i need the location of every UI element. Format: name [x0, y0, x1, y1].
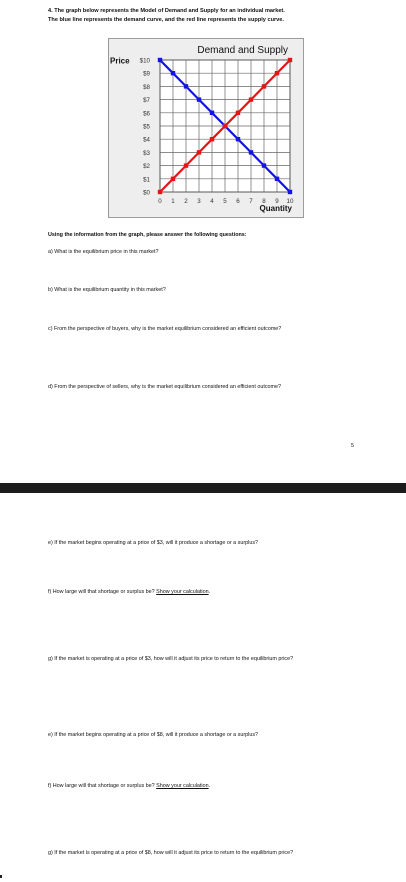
question-f-8	[48, 783, 348, 791]
y-tick-label: $2	[143, 163, 150, 171]
question-g-8: g) If the market is operating at a price of $8, how will it adjust its price to return to the equilibrium price?	[48, 850, 294, 856]
heading-line-1: 4. The graph below represents the Model of Demand and Supply for an individual market.	[48, 8, 285, 14]
question-f-3	[48, 589, 348, 597]
x-tick-label: 5	[223, 198, 227, 205]
supply-point	[288, 58, 292, 62]
x-tick-label: 2	[184, 198, 188, 205]
y-tick-label: $6	[143, 110, 150, 118]
question-f-3-text: f) How large will that shortage or surplus be?	[48, 589, 157, 595]
x-tick-label: 4	[210, 198, 214, 205]
demand-point	[249, 150, 253, 154]
question-c: c) From the perspective of buyers, why is the market equilibrium considered an efficient outcome?	[48, 326, 282, 332]
question-f-8-text: f) How large will that shortage or surplus be?	[48, 783, 157, 789]
question-heading	[48, 7, 368, 24]
demand-point	[184, 84, 188, 88]
question-e-8: e) If the market begins operating at a price of $8, will it produce a shortage or a surplus?	[48, 732, 259, 738]
y-tick-label: $7	[143, 97, 150, 105]
page-number: 5	[351, 443, 354, 449]
question-d: d) From the perspective of sellers, why is the market equilibrium considered an efficient outcome?	[48, 384, 282, 390]
x-tick-label: 3	[197, 198, 201, 205]
question-f-8-end: .	[208, 783, 211, 789]
supply-point	[249, 97, 253, 101]
supply-point	[223, 124, 227, 128]
demand-point	[262, 163, 266, 167]
supply-point	[275, 71, 279, 75]
chart-title: Demand and Supply	[197, 45, 288, 56]
question-a: a) What is the equilibrium price in this market?	[48, 249, 159, 255]
question-g-3: g) If the market is operating at a price of $3, how will it adjust its price to return to the equilibrium price?	[48, 656, 294, 662]
page-mark	[0, 875, 2, 878]
y-tick-label: $1	[143, 176, 150, 184]
x-tick-label: 1	[171, 198, 175, 205]
question-f-3-calc: Show your calculation	[156, 589, 209, 595]
y-tick-label: $0	[143, 189, 150, 197]
demand-point	[275, 177, 279, 181]
y-tick-label: $3	[143, 149, 150, 157]
demand-point	[210, 111, 214, 115]
question-b: b) What is the equilibrium quantity in this market?	[48, 287, 166, 293]
x-tick-label: 8	[262, 198, 266, 205]
supply-point	[197, 150, 201, 154]
y-tick-label: $9	[143, 70, 150, 78]
demand-supply-chart	[108, 38, 304, 218]
demand-point	[158, 58, 162, 62]
x-axis-label: Quantity	[259, 204, 292, 213]
supply-point	[184, 163, 188, 167]
demand-point	[197, 97, 201, 101]
y-tick-label: $8	[143, 83, 150, 91]
demand-point	[171, 71, 175, 75]
y-tick-label: $4	[143, 136, 150, 144]
page-2	[0, 493, 406, 882]
question-e-3: e) If the market begins operating at a price of $3, will it produce a shortage or a surplus?	[48, 540, 259, 546]
supply-point	[262, 84, 266, 88]
instructions: Using the information from the graph, please answer the following questions:	[48, 232, 247, 238]
y-axis-label: Price	[110, 56, 130, 66]
page-separator	[0, 483, 406, 493]
supply-point	[236, 111, 240, 115]
question-f-8-calc: Show your calculation	[156, 783, 209, 789]
demand-point	[288, 190, 292, 194]
x-tick-label: 0	[158, 198, 162, 205]
supply-point	[210, 137, 214, 141]
x-tick-label: 10	[286, 198, 294, 205]
demand-point	[236, 137, 240, 141]
y-tick-label: $5	[143, 123, 150, 131]
heading-line-2: The blue line represents the demand curve, and the red line represents the supply curve.	[48, 16, 284, 23]
x-tick-label: 6	[236, 198, 240, 205]
x-tick-label: 7	[249, 198, 253, 205]
supply-point	[171, 177, 175, 181]
x-tick-label: 9	[275, 198, 279, 205]
y-tick-label: $10	[139, 57, 150, 65]
supply-point	[158, 190, 162, 194]
question-f-3-end: .	[208, 589, 211, 595]
